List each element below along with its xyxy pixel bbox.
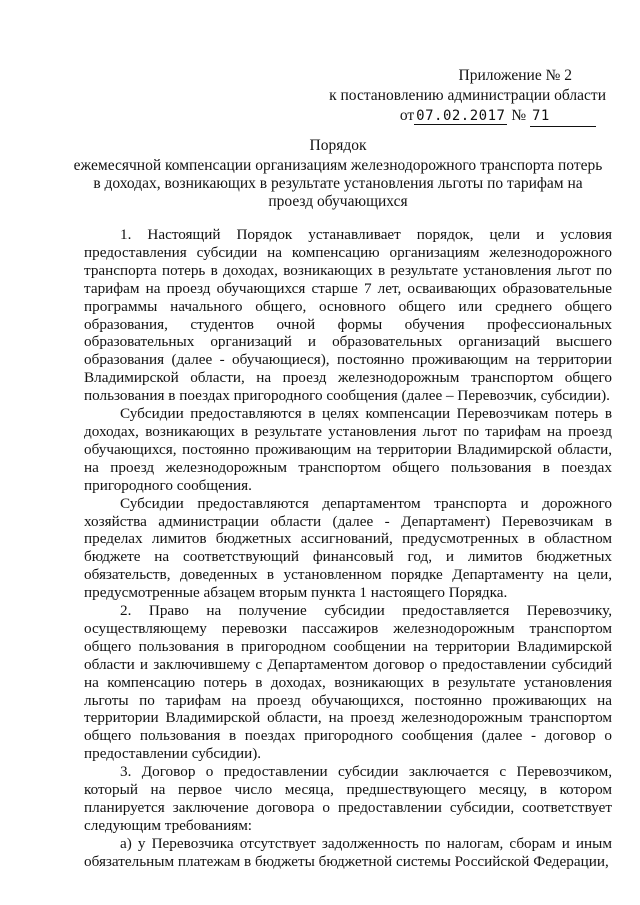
document-title: Порядок [309,137,367,154]
from-prefix: от [399,107,415,124]
date-number-line [400,106,596,127]
document-subtitle: ежемесячной компенсации организациям железнодорожного транспорта потерь в доходах, возникающих в результате установления льготы по тарифам на проезд обучающихся [73,157,603,210]
number-prefix: № [511,107,527,124]
document-body [84,226,612,871]
paragraph-3: Субсидии предоставляются департаментом транспорта и дорожного хозяйства администрации области (далее - Департамент) Перевозчикам в пределах лимитов бюджетных ассигнований, предусмотренных в областном бюджете на соответствующий финансовый год, и лимитов бюджетных обязательств, доведенных в установленном порядке Департаменту на цели, предусмотренные абзацем вторым пункта 1 настоящего Порядка. [84,494,612,602]
paragraph-2: Субсидии предоставляются в целях компенсации Перевозчикам потерь в доходах, возникающих в результате установления льгот по тарифам на проезд обучающихся, постоянно проживающим на территории Владимирской области, на проезд железнодорожным транспортом общего пользования в поездах пригородного сообщения. [84,405,612,494]
paragraph-5: 3. Договор о предоставлении субсидии заключается с Перевозчиком, который на первое число месяца, предшествующего месяцу, в котором планируется заключение договора о предоставлении субсидии, соответствует следующим требованиям: [84,763,612,834]
paragraph-1: 1. Настоящий Порядок устанавливает порядок, цели и условия предоставления субсидии на компенсацию организациям железнодорожного транспорта потерь в доходах, возникающих в результате установления льгот по тарифам на проезд обучающихся старше 7 лет, осваивающих образовательные программы начального общего, основного общего или среднего общего образования, студентов очной формы обучения профессиональных образовательных организаций и образовательных организаций высшего образования (далее - обучающиеся), постоянно проживающим на территории Владимирской области, на проезд железнодорожным транспортом общего пользования в поездах пригородного сообщения (далее – Перевозчик, субсидии). [84,226,612,405]
handwritten-date: 07.02.2017 [416,108,506,124]
paragraph-4: 2. Право на получение субсидии предоставляется Перевозчику, осуществляющему перевозки пассажиров железнодорожным транспортом общего пользования в пригородном сообщении на территории Владимирской области и заключившему с Департаментом договор о предоставлении субсидий на компенсацию потерь в доходах, возникающих в результате установления льготы по тарифам на проезд обучающихся, постоянно проживающих на территории Владимирской области, на проезд железнодорожным транспортом общего пользования в поездах пригородного сообщения (далее - договор о предоставлении субсидии). [84,602,612,763]
handwritten-number: 71 [530,106,596,127]
resolution-ref: к постановлению администрации области [329,87,606,104]
appendix-label: Приложение № 2 [458,67,572,84]
paragraph-6: а) у Перевозчика отсутствует задолженность по налогам, сборам и иным обязательным платежам в бюджеты бюджетной системы Российской Федерации, [84,834,612,870]
